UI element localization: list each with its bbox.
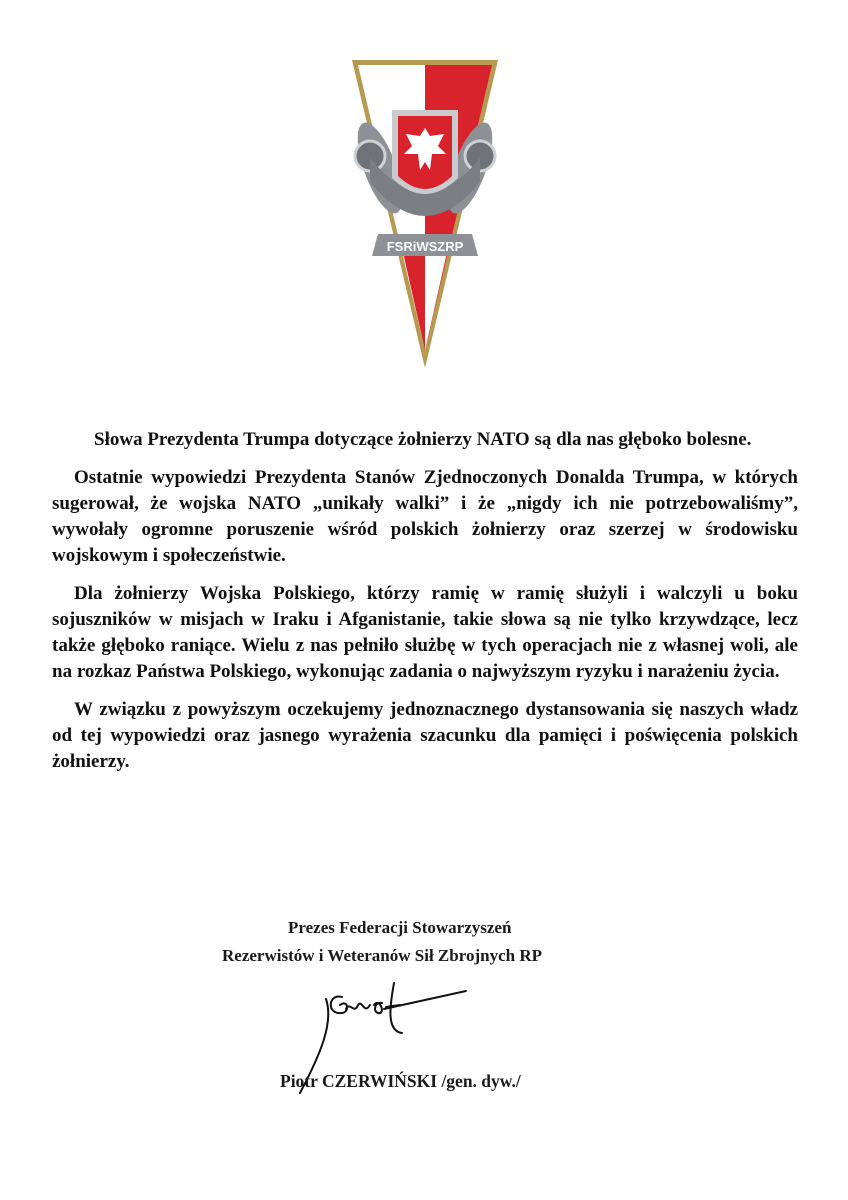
paragraph-1: Słowa Prezydenta Trumpa dotyczące żołnierzy NATO są dla nas głęboko bolesne. bbox=[94, 429, 752, 450]
svg-text:FSRiWSZRP: FSRiWSZRP bbox=[386, 239, 464, 254]
fsriwszrp-emblem-icon bbox=[340, 58, 510, 370]
signer-title-line-2: Rezerwistów i Weteranów Sił Zbrojnych RP bbox=[222, 946, 542, 965]
signer-name: Piotr CZERWIŃSKI /gen. dyw./ bbox=[280, 1071, 521, 1091]
signer-title-line-1: Prezes Federacji Stowarzyszeń bbox=[288, 918, 512, 937]
letter-body bbox=[52, 427, 798, 787]
paragraph-4: W związku z powyższym oczekujemy jednoznacznego dystansowania się naszych władz od tej wypowiedzi oraz jasnego wyrażenia szacunku dla pamięci i poświęcenia polskich żołnierzy. bbox=[52, 699, 798, 772]
paragraph-2: Ostatnie wypowiedzi Prezydenta Stanów Zjednoczonych Donalda Trumpa, w których sugerował, że wojska NATO „unikały walki” i że „nigdy ich nie potrzebowaliśmy”, wywołały ogromne poruszenie wśród polskich żołnierzy oraz szerzej w środowisku wojskowym i społeczeństwie. bbox=[52, 467, 798, 566]
paragraph-3: Dla żołnierzy Wojska Polskiego, którzy ramię w ramię służyli i walczyli u boku sojuszników w misjach w Iraku i Afganistanie, takie słowa są nie tylko krzywdzące, lecz także głęboko raniące. Wielu z nas pełniło służbę w tych operacjach nie z własnej woli, ale na rozkaz Państwa Polskiego, wykonując zadania o najwyższym ryzyku i narażeniu życia. bbox=[52, 583, 798, 682]
